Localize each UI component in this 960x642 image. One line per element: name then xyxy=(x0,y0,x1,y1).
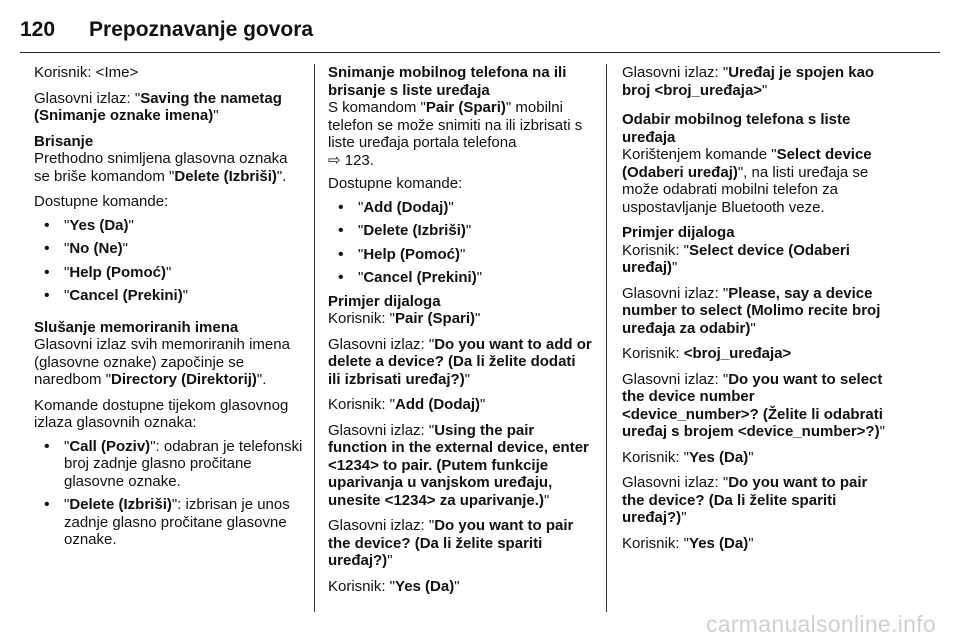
text: " xyxy=(543,491,550,509)
section-heading: Odabir mobilnog telefona s liste uređaja xyxy=(622,111,851,146)
text: Korisnik: " xyxy=(328,310,396,327)
bold-text: Using the pair function in the external device, enter <1234> to pair. (Putem funkcije uparivanja u vanjskom uređaju, unesite <1234> za uparivanje.) xyxy=(328,421,589,509)
page-header xyxy=(20,18,940,53)
bold-text: Yes (Da) xyxy=(395,577,455,595)
paragraph xyxy=(622,64,890,99)
paragraph xyxy=(622,371,890,441)
paragraph xyxy=(328,310,592,328)
text: " xyxy=(213,107,219,124)
column-3 xyxy=(622,64,890,560)
text: Glasovni izlaz: " xyxy=(328,517,435,534)
text: Glasovni izlaz: " xyxy=(622,284,729,302)
text: Korisnik: " xyxy=(622,241,690,259)
text: " xyxy=(762,81,768,99)
text: " mobilni telefon se može snimiti na ili izbrisati s liste uređaja portala telefona xyxy=(328,99,583,151)
bold-text: Help (Pomoć) xyxy=(69,263,167,281)
column-divider xyxy=(314,64,315,612)
text: ": izbrisan je unos zadnje glasno pročitane glasovne oznake. xyxy=(64,496,290,548)
bold-text: Yes (Da) xyxy=(689,448,749,466)
bold-text: Do you want to select the device number <device_number>? (Želite li odabrati uređaj s brojem <device_number>?) xyxy=(622,370,883,440)
text: Korisnik: " xyxy=(328,577,396,595)
list-item: • "Add (Dodaj)" xyxy=(328,199,592,217)
command-list xyxy=(34,438,304,549)
paragraph xyxy=(622,474,890,527)
watermark: carmanualsonline.info xyxy=(705,611,936,637)
text: Glasovni izlaz: " xyxy=(328,421,435,439)
bold-text: Directory (Direktorij) xyxy=(111,371,257,388)
text: S komandom " xyxy=(328,99,426,116)
paragraph xyxy=(622,242,890,277)
text: Glasovni izlaz: " xyxy=(328,335,435,353)
section-heading: Primjer dijaloga xyxy=(328,292,441,310)
paragraph xyxy=(34,150,304,185)
text: " xyxy=(750,319,756,337)
bold-text: Pair (Spari) xyxy=(425,99,506,116)
column-1 xyxy=(34,64,304,559)
section-heading: Primjer dijaloga xyxy=(622,224,735,241)
list-item: • "Delete (Izbriši)": izbrisan je unos zadnje glasno pročitane glasovne oznake. xyxy=(34,496,304,549)
bold-text: Yes (Da) xyxy=(689,534,749,552)
bold-text: Saving the nametag (Snimanje oznake imena) xyxy=(34,89,282,124)
text: Glasovni izlaz: " xyxy=(622,370,729,388)
text: Korištenjem komande " xyxy=(622,146,777,163)
column-2 xyxy=(328,64,592,603)
list-item: • "Cancel (Prekini)" xyxy=(34,287,304,305)
column-divider xyxy=(606,64,607,612)
section-heading: Brisanje xyxy=(34,132,94,150)
bold-text: Pair (Spari) xyxy=(395,310,476,327)
text: " xyxy=(475,310,481,327)
list-item: • "Help (Pomoć)" xyxy=(328,246,592,264)
section-heading: Snimanje mobilnog telefona na ili brisanje s liste uređaja xyxy=(328,64,567,99)
bold-text: Select device (Odaberi uređaj) xyxy=(622,241,850,276)
text: " xyxy=(681,509,687,526)
paragraph xyxy=(328,336,592,389)
text: ": odabran je telefonski broj zadnje glasno pročitane glasovne oznake. xyxy=(64,437,303,490)
bold-text: Select device (Odaberi uređaj) xyxy=(622,146,872,181)
text: " xyxy=(387,552,393,569)
bold-text: Delete (Izbriši) xyxy=(363,222,466,239)
text: Korisnik: xyxy=(622,345,684,362)
page-number: 120 xyxy=(20,18,56,41)
paragraph xyxy=(622,285,890,338)
text: ". xyxy=(256,371,267,388)
bold-text: Help (Pomoć) xyxy=(363,245,461,263)
paragraph xyxy=(622,146,890,216)
text: " xyxy=(464,370,471,388)
bold-text: Yes (Da) xyxy=(69,216,129,234)
text: Prethodno snimljena glasovna oznaka se briše komandom " xyxy=(34,150,288,185)
paragraph: Dostupne komande: xyxy=(34,193,169,210)
text: Glasovni izlaz: " xyxy=(622,474,729,491)
page-title: Prepoznavanje govora xyxy=(89,18,314,41)
paragraph xyxy=(622,345,890,363)
bold-text: Add (Dodaj) xyxy=(363,198,449,216)
paragraph xyxy=(328,517,592,570)
page-reference: ⇨ 123. xyxy=(328,151,374,169)
bold-text: Do you want to add or delete a device? (Da li želite dodati ili izbrisati uređaj?) xyxy=(328,335,592,388)
paragraph xyxy=(328,396,592,414)
command-list xyxy=(34,217,304,305)
text: ", na listi uređaja se može odabrati mobilni telefon za uspostavljanje Bluetooth veze. xyxy=(622,163,869,216)
list-item: • "Delete (Izbriši)" xyxy=(328,222,592,240)
paragraph xyxy=(328,422,592,510)
bold-text: <broj_uređaja> xyxy=(683,345,792,362)
text: " xyxy=(480,396,486,413)
text: Korisnik: " xyxy=(622,448,690,466)
text: Korisnik: " xyxy=(328,396,396,413)
text: Glasovni izlaz: " xyxy=(622,64,729,81)
bold-text: No (Ne) xyxy=(69,240,123,257)
bold-text: Delete (Izbriši) xyxy=(174,167,277,185)
list-item: • "Call (Poziv)": odabran je telefonski broj zadnje glasno pročitane glasovne oznake. xyxy=(34,438,304,491)
text: " xyxy=(879,423,885,440)
bold-text: Cancel (Prekini) xyxy=(363,269,477,286)
bold-text: Uređaj je spojen kao broj <broj_uređaja> xyxy=(622,64,875,99)
text: " xyxy=(454,577,460,595)
bold-text: Delete (Izbriši) xyxy=(69,496,172,513)
bold-text: Cancel (Prekini) xyxy=(69,287,183,304)
paragraph xyxy=(34,90,304,125)
section-heading: Slušanje memoriranih imena xyxy=(34,318,239,336)
paragraph: Komande dostupne tijekom glasovnog izlaza glasovnih oznaka: xyxy=(34,396,289,431)
paragraph xyxy=(622,535,890,553)
text: Glasovni izlaz: " xyxy=(34,89,141,107)
bold-text: Do you want to pair the device? (Da li želite spariti uređaj?) xyxy=(622,474,868,526)
text: ". xyxy=(276,167,287,185)
list-item: • "Help (Pomoć)" xyxy=(34,264,304,282)
bold-text: Call (Poziv) xyxy=(69,437,151,455)
paragraph: Korisnik: <Ime> xyxy=(34,64,139,81)
command-list xyxy=(328,199,592,287)
list-item: • "Cancel (Prekini)" xyxy=(328,269,592,287)
bold-text: Do you want to pair the device? (Da li želite spariti uređaj?) xyxy=(328,517,574,569)
paragraph xyxy=(34,336,304,389)
paragraph xyxy=(328,578,592,596)
paragraph: Dostupne komande: xyxy=(328,175,463,192)
text: Glasovni izlaz svih memoriranih imena (glasovne oznake) započinje se naredbom " xyxy=(34,336,290,388)
text: " xyxy=(748,448,754,466)
text: " xyxy=(672,259,678,276)
list-item: • "Yes (Da)" xyxy=(34,217,304,235)
paragraph xyxy=(622,449,890,467)
text: " xyxy=(748,534,754,552)
paragraph xyxy=(328,99,592,169)
bold-text: Please, say a device number to select (Molimo recite broj uređaja za odabir) xyxy=(622,284,881,337)
bold-text: Add (Dodaj) xyxy=(395,396,480,413)
text: Korisnik: " xyxy=(622,534,690,552)
list-item: • "No (Ne)" xyxy=(34,240,304,258)
